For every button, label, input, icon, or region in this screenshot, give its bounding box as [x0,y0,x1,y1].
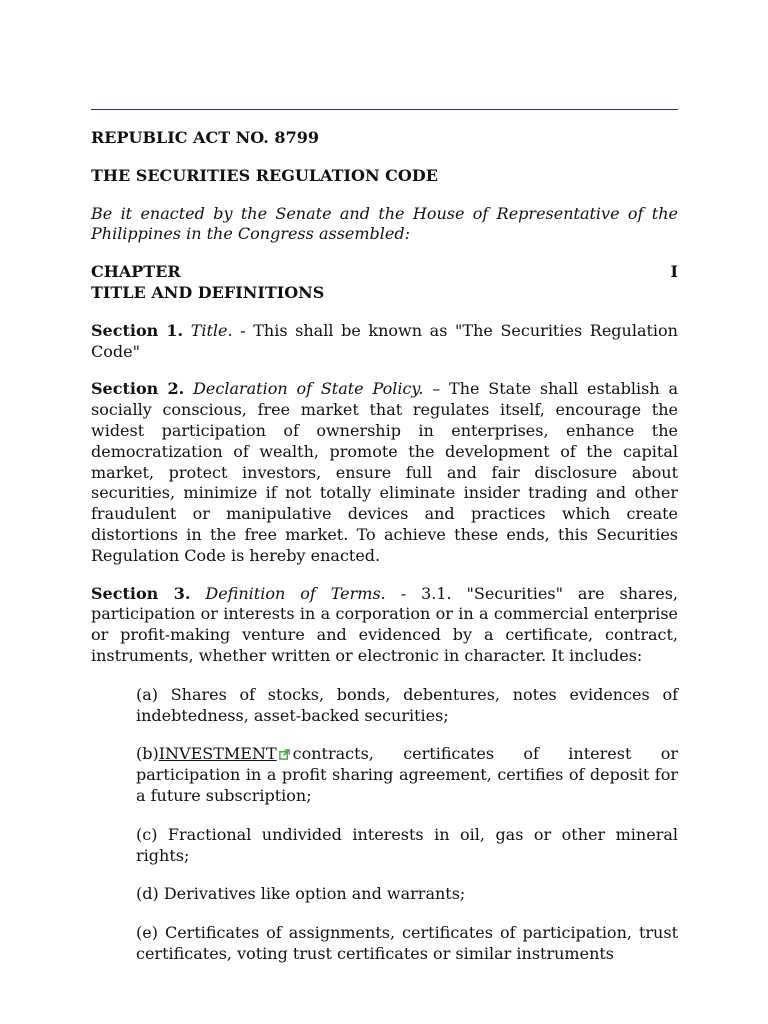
header-rule [91,109,678,110]
item-a: (a) Shares of stocks, bonds, debentures, notes evidences of indebtedness, asset-backed securities; [136,684,678,725]
chapter-label: CHAPTER [91,262,181,282]
section-1: Section 1. Title. - This shall be known as "The Securities Regulation Code" [91,320,678,361]
document-body [91,128,678,965]
chapter-heading [91,262,678,304]
item-d: (d) Derivatives like option and warrants; [136,884,466,904]
enacting-clause: Be it enacted by the Senate and the House of Representative of the Philippines in the Congress assembled: [91,203,678,244]
external-link-icon[interactable] [279,749,290,760]
investment-link[interactable]: INVESTMENT [158,744,277,764]
section-2: Section 2. Declaration of State Policy. – The State shall establish a socially conscious, free market that regulates itself, encourage the widest participation of ownership in enterprises, enhance the democratization of wealth, promote the development of the capital market, protect investors, ensure full and fair disclosure about securities, minimize if not totally eliminate insider trading and other fraudulent or manipulative devices and practices which create distortions in the free market. To achieve these ends, this Securities Regulation Code is hereby enacted. [91,379,678,565]
code-title: THE SECURITIES REGULATION CODE [91,165,438,185]
chapter-numeral: I [670,262,678,282]
act-number: REPUBLIC ACT NO. 8799 [91,128,319,147]
section-3: Section 3. Definition of Terms. - 3.1. "Securities" are shares, participation or interests in a corporation or in a commercial enterprise or profit-making venture and evidenced by a certificate, contract, instruments, whether written or electronic in character. It includes: [91,583,679,665]
item-b: (b)INVESTMENT contracts, certificates of interest or participation in a profit sharing agreement, certifies of deposit for a future subscription; [136,744,678,805]
chapter-title: TITLE AND DEFINITIONS [91,282,325,302]
item-c: (c) Fractional undivided interests in oil, gas or other mineral rights; [136,824,678,865]
item-e: (e) Certificates of assignments, certificates of participation, trust certificates, voting trust certificates or similar instruments [136,923,678,963]
